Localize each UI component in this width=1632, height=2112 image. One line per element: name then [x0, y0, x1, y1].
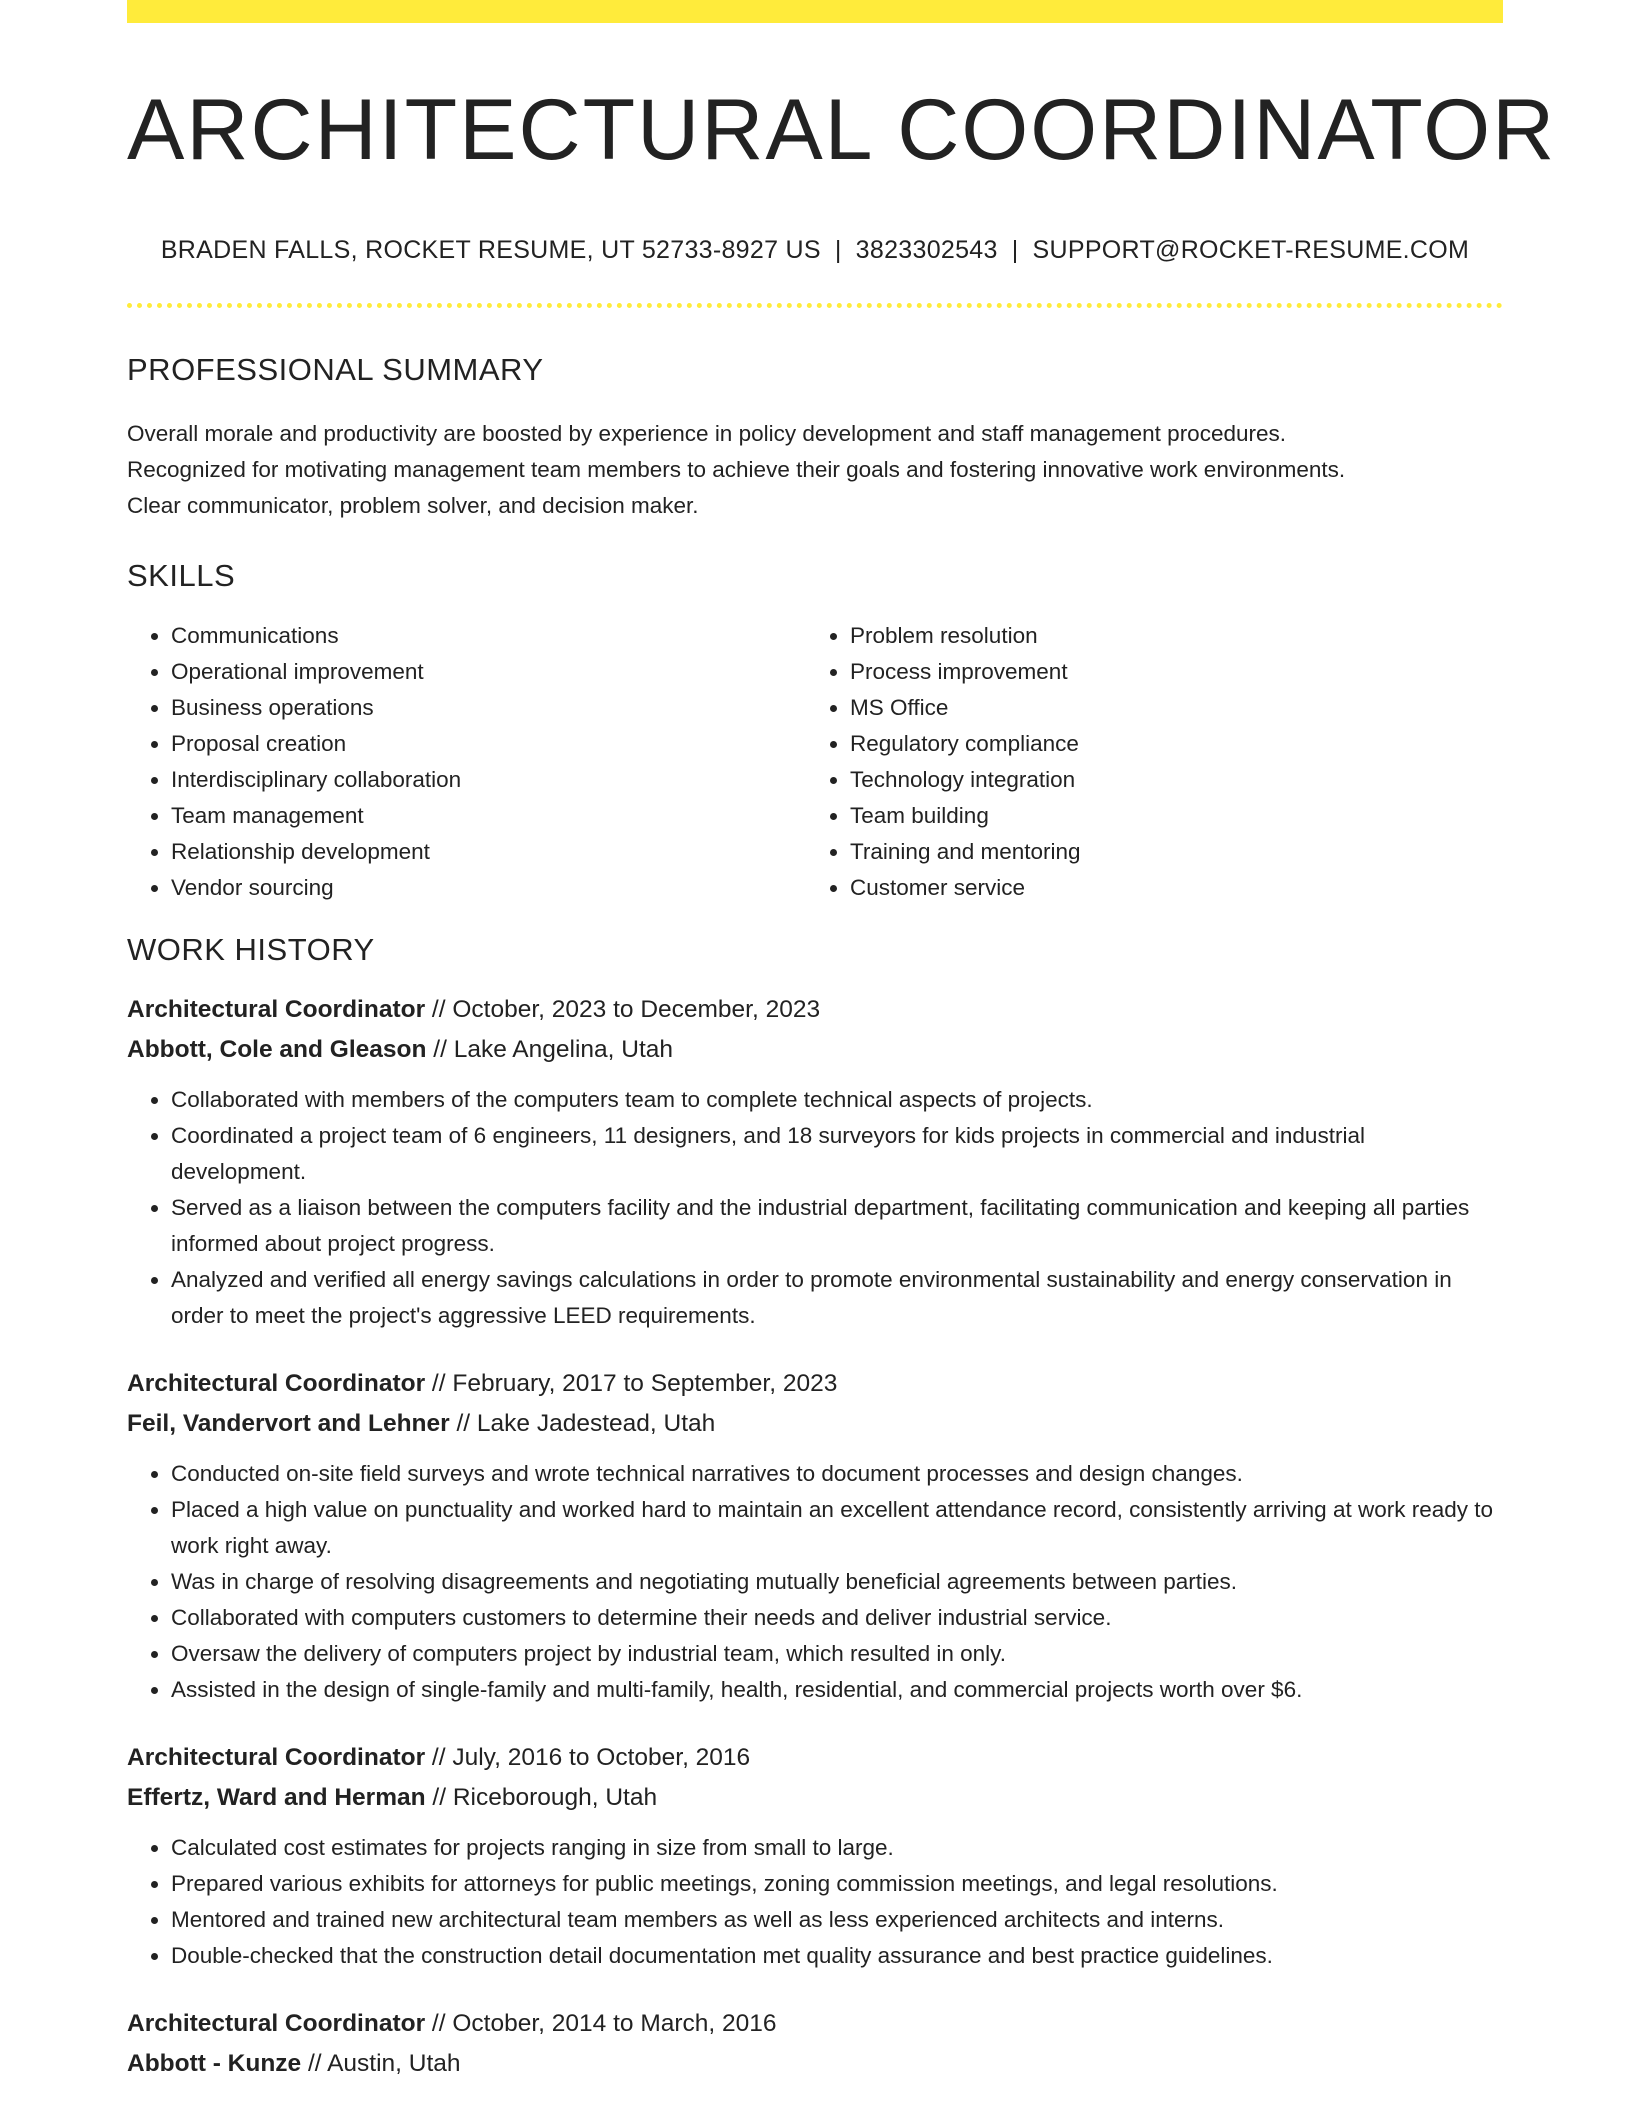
skill-item: • Operational improvement	[171, 654, 806, 690]
job-entry	[127, 990, 1503, 1334]
skill-item: • Team management	[171, 798, 806, 834]
job-bullet: • Coordinated a project team of 6 engineers, 11 designers, and 18 surveyors for kids projects in commercial and industrial development.	[171, 1118, 1503, 1190]
skill-item: • Relationship development	[171, 834, 806, 870]
job-bullets	[127, 1456, 1503, 1708]
job-role: Architectural Coordinator	[127, 1743, 426, 1771]
skill-item: • Communications	[171, 618, 806, 654]
job-bullet: • Assisted in the design of single-family and multi-family, health, residential, and commercial projects worth over $6.	[171, 1672, 1503, 1708]
skill-item: • Process improvement	[850, 654, 1485, 690]
summary-title: PROFESSIONAL SUMMARY	[127, 351, 544, 387]
job-title-line	[127, 2004, 1503, 2044]
skills-right-column	[806, 618, 1485, 906]
job-title-line	[127, 1738, 1503, 1778]
top-accent-bar	[127, 0, 1503, 23]
summary-line: Overall morale and productivity are boosted by experience in policy development and staff management procedures.	[127, 420, 1286, 446]
job-bullets	[127, 1830, 1503, 1974]
job-bullet: • Collaborated with computers customers to determine their needs and deliver industrial service.	[171, 1600, 1503, 1636]
job-bullet: • Was in charge of resolving disagreements and negotiating mutually beneficial agreements between parties.	[171, 1564, 1503, 1600]
job-dates: // October, 2023 to December, 2023	[425, 995, 821, 1023]
summary-text	[127, 416, 1503, 524]
job-location: // Austin, Utah	[301, 2049, 461, 2077]
skills-columns	[127, 618, 1503, 906]
job-bullet: • Mentored and trained new architectural team members as well as less experienced architects and interns.	[171, 1902, 1503, 1938]
job-dates: // October, 2014 to March, 2016	[425, 2009, 777, 2037]
job-bullet: • Oversaw the delivery of computers project by industrial team, which resulted in only.	[171, 1636, 1503, 1672]
job-role: Architectural Coordinator	[127, 1369, 426, 1397]
skill-item: • MS Office	[850, 690, 1485, 726]
job-location: // Lake Jadestead, Utah	[449, 1409, 716, 1437]
job-role: Architectural Coordinator	[127, 2009, 426, 2037]
skill-item: • Proposal creation	[171, 726, 806, 762]
job-role: Architectural Coordinator	[127, 995, 426, 1023]
job-bullet: • Placed a high value on punctuality and worked hard to maintain an excellent attendance record, consistently arriving at work ready to work right away.	[171, 1492, 1503, 1564]
job-company-line	[127, 1778, 1503, 1818]
skills-section	[127, 558, 1503, 906]
job-company: Abbott - Kunze	[127, 2049, 302, 2077]
job-location: // Lake Angelina, Utah	[426, 1035, 673, 1063]
job-company: Feil, Vandervort and Lehner	[127, 1409, 450, 1437]
skills-left-column	[127, 618, 806, 906]
work-history-title: WORK HISTORY	[127, 931, 375, 967]
job-bullet: • Calculated cost estimates for projects ranging in size from small to large.	[171, 1830, 1503, 1866]
contact-separator: |	[1011, 235, 1019, 264]
job-company-line	[127, 1030, 1503, 1070]
job-company-line	[127, 2044, 1503, 2084]
contact-email: SUPPORT@ROCKET-RESUME.COM	[1032, 235, 1470, 264]
job-company: Abbott, Cole and Gleason	[127, 1035, 427, 1063]
job-entry	[127, 1364, 1503, 1708]
contact-address: BRADEN FALLS, ROCKET RESUME, UT 52733-8927 US	[160, 235, 821, 264]
job-title-line	[127, 1364, 1503, 1404]
work-history-section	[127, 932, 1503, 2084]
job-bullet: • Conducted on-site field surveys and wrote technical narratives to document processes and design changes.	[171, 1456, 1503, 1492]
job-dates: // February, 2017 to September, 2023	[425, 1369, 838, 1397]
job-bullet: • Prepared various exhibits for attorneys for public meetings, zoning commission meetings, and legal resolutions.	[171, 1866, 1503, 1902]
skill-item: • Training and mentoring	[850, 834, 1485, 870]
skill-item: • Problem resolution	[850, 618, 1485, 654]
summary-line: Clear communicator, problem solver, and decision maker.	[127, 492, 699, 518]
job-title-line	[127, 990, 1503, 1030]
job-entry	[127, 2004, 1503, 2084]
job-entry	[127, 1738, 1503, 1974]
summary-section	[127, 352, 1503, 524]
resume-page	[127, 0, 1557, 2084]
job-company-line	[127, 1404, 1503, 1444]
contact-separator: |	[834, 235, 842, 264]
summary-line: Recognized for motivating management team members to achieve their goals and fostering innovative work environments.	[127, 456, 1346, 482]
contact-phone: 3823302543	[855, 235, 998, 264]
resume-name: ARCHITECTURAL COORDINATOR	[127, 82, 1557, 178]
job-bullet: • Collaborated with members of the computers team to complete technical aspects of projects.	[171, 1082, 1503, 1118]
skill-item: • Regulatory compliance	[850, 726, 1485, 762]
skill-item: • Vendor sourcing	[171, 870, 806, 906]
skill-item: • Business operations	[171, 690, 806, 726]
contact-line	[127, 236, 1503, 265]
job-location: // Riceborough, Utah	[425, 1783, 658, 1811]
skills-title: SKILLS	[127, 557, 236, 593]
job-bullets	[127, 1082, 1503, 1334]
job-company: Effertz, Ward and Herman	[127, 1783, 426, 1811]
job-bullet: • Served as a liaison between the computers facility and the industrial department, facilitating communication and keeping all parties informed about project progress.	[171, 1190, 1503, 1262]
skill-item: • Technology integration	[850, 762, 1485, 798]
skill-item: • Customer service	[850, 870, 1485, 906]
dotted-divider	[127, 303, 1503, 308]
skill-item: • Interdisciplinary collaboration	[171, 762, 806, 798]
job-bullet: • Analyzed and verified all energy savings calculations in order to promote environmental sustainability and energy conservation in order to meet the project's aggressive LEED requirements.	[171, 1262, 1503, 1334]
job-bullet: • Double-checked that the construction detail documentation met quality assurance and best practice guidelines.	[171, 1938, 1503, 1974]
skill-item: • Team building	[850, 798, 1485, 834]
job-dates: // July, 2016 to October, 2016	[425, 1743, 751, 1771]
